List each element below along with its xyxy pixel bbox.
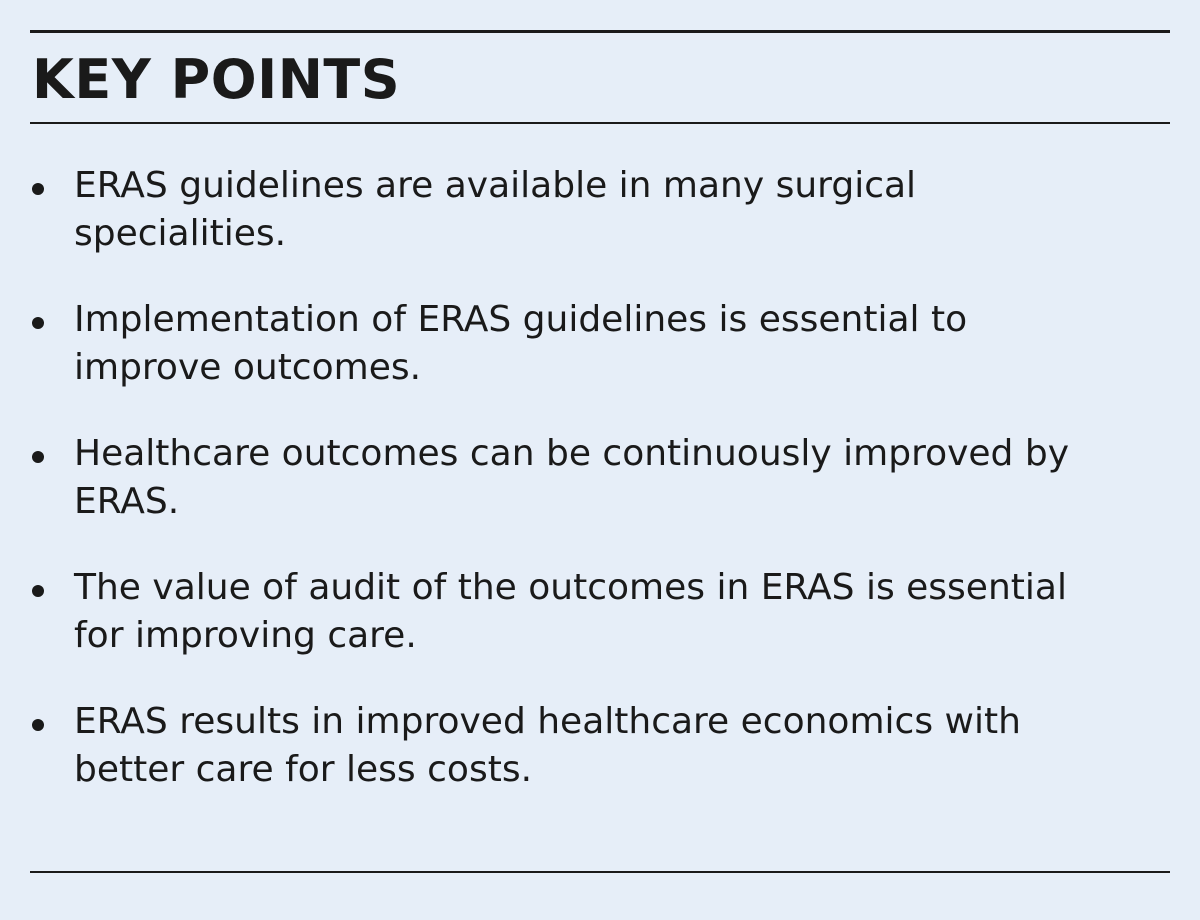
bullet-icon [32,451,44,463]
key-point-item [30,430,1114,526]
bullet-icon [32,317,44,329]
key-point-text: The value of audit of the outcomes in ERAS is essential for improving care. [74,567,1067,656]
key-point-item [30,564,1114,660]
key-point-item [30,296,1114,392]
top-rule [30,30,1170,33]
key-points-box [30,30,1170,875]
key-points-list [30,162,1170,832]
key-point-text: Healthcare outcomes can be continuously improved by ERAS. [74,433,1070,522]
heading-rule [30,122,1170,124]
key-points-heading: KEY POINTS [32,48,401,111]
bullet-icon [32,719,44,731]
bottom-rule [30,871,1170,873]
key-point-item [30,162,1114,258]
key-point-text: ERAS results in improved healthcare economics with better care for less costs. [74,701,1021,790]
key-point-item [30,698,1114,794]
key-point-text: Implementation of ERAS guidelines is essential to improve outcomes. [74,299,968,388]
bullet-icon [32,585,44,597]
key-point-text: ERAS guidelines are available in many surgical specialities. [74,165,917,254]
bullet-icon [32,183,44,195]
